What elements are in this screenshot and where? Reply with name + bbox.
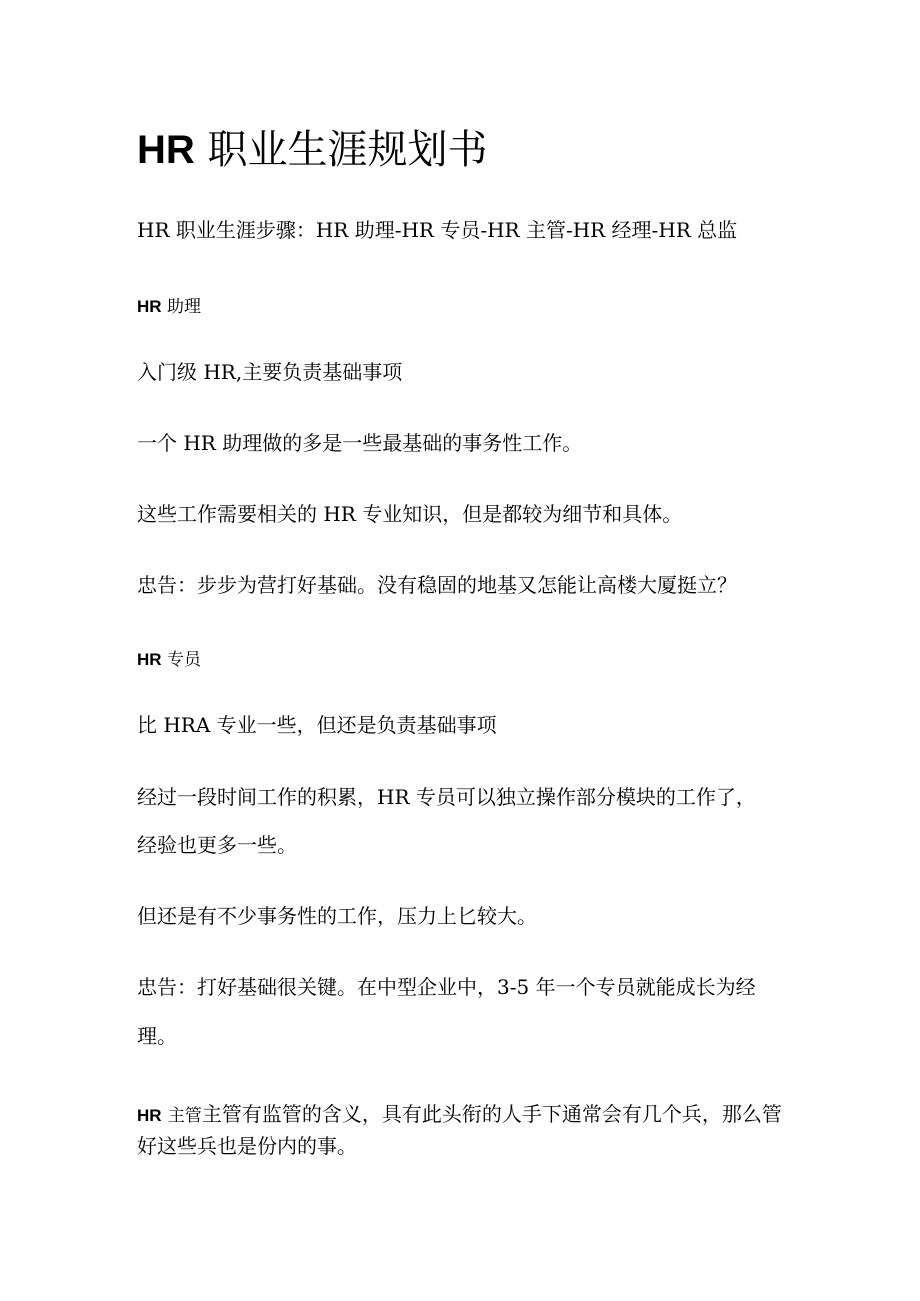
specialist-advice-line: 忠告：打好基础很关键。在中型企业中，3-5 年一个专员就能成长为经 [137,975,756,999]
heading-latin: HR [137,297,162,316]
assistant-line-1: 入门级 HR,主要负责基础事项 [137,360,403,384]
supervisor-text: 主管有监管的含义，具有此头衔的人手下通常会有几个兵，那么管好这些兵也是份内的事。 [137,1102,782,1158]
title-text: 职业生涯规划书 [207,127,488,173]
section-heading-assistant [137,295,201,319]
heading-text: 专员 [166,650,201,670]
specialist-line-2: 经过一段时间工作的积累，HR 专员可以独立操作部分模块的工作了， [137,785,756,809]
document-title [137,124,488,176]
specialist-line-3: 经验也更多一些。 [137,833,297,857]
heading-latin: HR [137,650,162,669]
specialist-line-4: 但还是有不少事务性的工作，压力上匕较大。 [137,904,537,928]
supervisor-paragraph [137,1099,797,1161]
heading-text: 主管 [167,1106,202,1126]
title-latin: HR [137,128,195,172]
assistant-line-2: 一个 HR 助理做的多是一些最基础的事务性工作。 [137,431,583,455]
heading-text: 助理 [166,297,201,317]
heading-latin: HR [137,1106,162,1125]
specialist-advice-line-cont: 理。 [137,1024,177,1048]
specialist-line-1: 比 HRA 专业一些，但还是负责基础事项 [137,713,497,737]
assistant-advice-line: 忠告：步步为营打好基础。没有稳固的地基又怎能让高楼大厦挺立？ [137,573,737,597]
assistant-line-3: 这些工作需要相关的 HR 专业知识，但是都较为细节和具体。 [137,502,683,526]
section-heading-specialist [137,648,201,672]
career-steps-line: HR 职业生涯步骤：HR 助理-HR 专员-HR 主管-HR 经理-HR 总监 [137,218,738,242]
